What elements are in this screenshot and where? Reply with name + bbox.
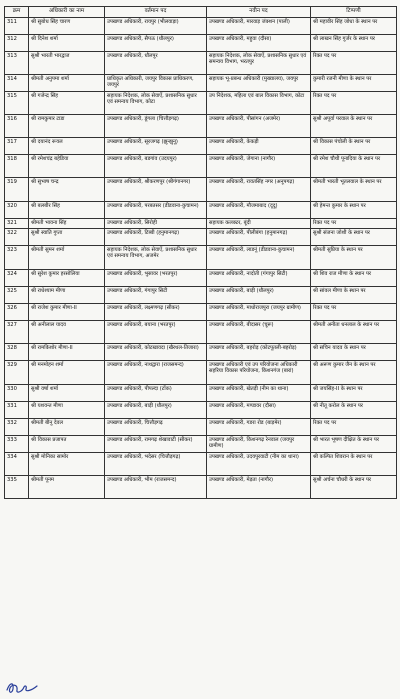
new-post-cell: उपखण्ड अधिकारी, रावतसिंह नगर (अनूपगढ़) [207,178,311,202]
header-remark: टिप्पणी [311,7,397,18]
remark-cell: रिक्त पद पर [311,92,397,115]
serial-cell: 316 [5,115,29,138]
current-post-cell: उपखण्ड अधिकारी, परबतसर (डीडवाना-कुचामन) [105,202,207,219]
remark-cell: श्री महावीर सिंह जोधा के स्थान पर [311,18,397,35]
new-post-cell: सहायक निदेशक, लोक सेवाऐं, प्रशासनिक सुधार एवं समन्वय विभाग, भरतपुर [207,52,311,75]
remark-cell: श्रीमती अनीता धनलाल के स्थान पर [311,321,397,344]
table-row [5,476,397,499]
remark-cell: श्रीमती सुप्रिया के स्थान पर [311,246,397,270]
current-post-cell: उपखण्ड अधिकारी, सैपऊ (धौलपुर) [105,35,207,52]
serial-cell: 324 [5,270,29,287]
officer-name-cell: श्री दिनेश शर्मा [29,35,105,52]
table-row [5,178,397,202]
serial-cell: 327 [5,321,29,344]
table-row [5,304,397,321]
table-row [5,287,397,304]
serial-cell: 325 [5,287,29,304]
officer-name-cell: श्री सुरेश कुमार हरसोलिया [29,270,105,287]
serial-cell: 314 [5,75,29,92]
new-post-cell: उपखण्ड अधिकारी, मण्डावर (दौसा) [207,402,311,419]
serial-cell: 320 [5,202,29,219]
new-post-cell: उपखण्ड अधिकारी, उदयपुरवाटी (नीम का थाना) [207,453,311,476]
header-officer-name: अधिकारी का नाम [29,7,105,18]
table-row [5,35,397,52]
table-row [5,115,397,138]
new-post-cell: उपखण्ड अधिकारी, पीलीबंगा (हनुमानगढ़) [207,229,311,246]
table-row [5,402,397,419]
officer-name-cell: श्री दयानंद रूयल [29,138,105,155]
remark-cell: श्री नीतू करोल के स्थान पर [311,402,397,419]
remark-cell: रिक्त पद पर [311,52,397,75]
officer-name-cell: सुश्री स्वाति गुप्ता [29,229,105,246]
serial-cell: 329 [5,361,29,385]
current-post-cell: उपखण्ड अधिकारी, कोटखावदा (खैरथल-तिजारा) [105,344,207,361]
new-post-cell: उपखण्ड अधिकारी, लाडनूं (डीडवाना-कुचामन) [207,246,311,270]
remark-cell: सुश्री अर्चना चौधरी के स्थान पर [311,476,397,499]
new-post-cell: उपखण्ड अधिकारी, केकड़ी [207,138,311,155]
new-post-cell: उपखण्ड अधिकारी, माधोराजपुरा (जयपुर ग्रामीण) [207,304,311,321]
table-row [5,229,397,246]
remark-cell: श्री सांवल मीणा के स्थान पर [311,287,397,304]
serial-cell: 334 [5,453,29,476]
table-row [5,92,397,115]
serial-cell: 323 [5,246,29,270]
officer-name-cell: श्री विकास प्रजापत [29,436,105,453]
current-post-cell: उपखण्ड अधिकारी, सूरजगढ़ (झुन्झुनू) [105,138,207,155]
serial-cell: 335 [5,476,29,499]
table-row [5,419,397,436]
officer-name-cell: श्री रामकुमार टाडा [29,115,105,138]
current-post-cell: उपखण्ड अधिकारी, रायपुर (भीलवाड़ा) [105,18,207,35]
current-post-cell: उपखण्ड अधिकारी, बाड़ी (धौलपुर) [105,402,207,419]
serial-cell: 319 [5,178,29,202]
remark-cell: रिक्त पद पर [311,419,397,436]
serial-cell: 317 [5,138,29,155]
officer-name-cell: श्री अनीलाल यादव [29,321,105,344]
remark-cell: श्री भारत भूषण दीक्षित के स्थान पर [311,436,397,453]
officer-name-cell: श्रीमती भावना सिंह [29,219,105,229]
table-header-row [5,7,397,18]
current-post-cell: सहायक निदेशक, लोक सेवाऐं, प्रशासनिक सुधार एवं समन्वय विभाग, कोटा [105,92,207,115]
new-post-cell: उपखण्ड अधिकारी, पीसांगन (अजमेर) [207,115,311,138]
new-post-cell: उपखण्ड अधिकारी, किशनगढ़ रेनवाल (जयपुर ग्रामीण) [207,436,311,453]
table-row [5,202,397,219]
table-row [5,436,397,453]
new-post-cell: उप निदेशक, महिला एवं बाल विकास विभाग, कोटा [207,92,311,115]
serial-cell: 326 [5,304,29,321]
new-post-cell: उपखण्ड अधिकारी एवं उप परियोजना अधिकारी सहरिया विकास परियोजना, किशनगंज (बारां) [207,361,311,385]
officer-name-cell: श्री सुबोध सिंह चारण [29,18,105,35]
current-post-cell: उपखण्ड अधिकारी, डूंगला (चित्तौड़गढ़) [105,115,207,138]
officer-name-cell: सुश्री भारती भारद्वाज [29,52,105,75]
current-post-cell: उपखण्ड अधिकारी, बयाना (भरतपुर) [105,321,207,344]
table-row [5,219,397,229]
officer-name-cell: श्री गजेन्द्र सिंह [29,92,105,115]
officer-name-cell: श्री राजेश कुमार मीणा-II [29,304,105,321]
table-row [5,385,397,402]
serial-cell: 318 [5,155,29,178]
officer-name-cell: श्रीमती बीनू देवल [29,419,105,436]
new-post-cell: सहायक भू-प्रबन्ध अधिकारी (मुख्यालय), जयपुर [207,75,311,92]
serial-cell: 333 [5,436,29,453]
remark-cell: श्री हेमन्त कुमार के स्थान पर [311,202,397,219]
current-post-cell: प्राधिकृत अधिकारी, जयपुर विकास प्राधिकरण, जयपुर [105,75,207,92]
officer-name-cell: श्री राधेश्याम मीणा [29,287,105,304]
remark-cell: श्री अरूण कुमार जैन के स्थान पर [311,361,397,385]
table-row [5,361,397,385]
serial-cell: 332 [5,419,29,436]
serial-cell: 328 [5,344,29,361]
officer-name-cell: श्री बलबीर सिंह [29,202,105,219]
officer-name-cell: श्री मनमोहन शर्मा [29,361,105,385]
serial-cell: 330 [5,385,29,402]
current-post-cell: उपखण्ड अधिकारी, पीपल्दा (टोंक) [105,385,207,402]
remark-cell: रिक्त पद पर [311,304,397,321]
officer-name-cell: श्रीमती अनुपमा शर्मा [29,75,105,92]
serial-cell: 313 [5,52,29,75]
new-post-cell: उपखण्ड अधिकारी, मारवाड़ जंक्शन (पाली) [207,18,311,35]
officer-name-cell: सुश्री मोनिका सामोर [29,453,105,476]
table-row [5,246,397,270]
header-serial: क्रम [5,7,29,18]
new-post-cell: उपखण्ड अधिकारी, गडरा रोड (बाड़मेर) [207,419,311,436]
table-row [5,155,397,178]
officer-name-cell: श्री रामकिशोर मीणा-II [29,344,105,361]
new-post-cell: उपखण्ड अधिकारी, बाड़ी (धौलपुर) [207,287,311,304]
transfer-table [4,6,397,499]
remark-cell: श्री रमेश चौथी पूनादिया के स्थान पर [311,155,397,178]
serial-cell: 322 [5,229,29,246]
table-row [5,270,397,287]
serial-cell: 321 [5,219,29,229]
remark-cell: श्री सचिन यादव के स्थान पर [311,344,397,361]
new-post-cell: उपखण्ड अधिकारी, मौजमाबाद (दूदू) [207,202,311,219]
remark-cell: श्री विकास पंचोली के स्थान पर [311,138,397,155]
table-row [5,138,397,155]
signature-mark [4,680,40,696]
current-post-cell: उपखण्ड अधिकारी, चित्तौड़गढ़ [105,419,207,436]
serial-cell: 331 [5,402,29,419]
remark-cell: कुमारी रजनी मीणा के स्थान पर [311,75,397,92]
new-post-cell: उपखण्ड अधिकारी, मेड़ता (नागौर) [207,476,311,499]
officer-name-cell: श्री रमेशचंद्र बहेडिया [29,155,105,178]
remark-cell: श्री शिव राज मीणा के स्थान पर [311,270,397,287]
officer-name-cell: श्रीमती पूनम [29,476,105,499]
new-post-cell: सहायक कलक्टर, बूंदी [207,219,311,229]
new-post-cell: उपखण्ड अधिकारी, बीदासर (चूरू) [207,321,311,344]
current-post-cell: उपखण्ड अधिकारी, भदेसर (चित्तौड़गढ़) [105,453,207,476]
current-post-cell: उपखण्ड अधिकारी, गंगापुर सिटी [105,287,207,304]
officer-name-cell: सुश्री वर्षा शर्मा [29,385,105,402]
new-post-cell: उपखण्ड अधिकारी, बहरोड़ (कोटपूतली-बहरोड़) [207,344,311,361]
current-post-cell: सहायक निदेशक, लोक सेवाऐं, प्रशासनिक सुधार एवं समन्वय विभाग, अजमेर [105,246,207,270]
table-row [5,75,397,92]
table-row [5,321,397,344]
current-post-cell: उपखण्ड अधिकारी, लक्ष्मणगढ़ (सीकर) [105,304,207,321]
table-row [5,18,397,35]
officer-name-cell: श्री सुभाष चन्द्र [29,178,105,202]
serial-cell: 315 [5,92,29,115]
serial-cell: 311 [5,18,29,35]
table-row [5,453,397,476]
remark-cell: श्री लाखन सिंह गुर्जर के स्थान पर [311,35,397,52]
officer-name-cell: श्रीमती सुमन शर्मा [29,246,105,270]
current-post-cell: उपखण्ड अधिकारी, बडगांव (उदयपुर) [105,155,207,178]
remark-cell: सुश्री अपूर्वा परवाल के स्थान पर [311,115,397,138]
current-post-cell: उपखण्ड अधिकारी, भीम (राजसमन्द) [105,476,207,499]
table-row [5,52,397,75]
current-post-cell: उपखण्ड अधिकारी, नाथद्वारा (राजसमन्द) [105,361,207,385]
new-post-cell: उपखण्ड अधिकारी, महुवा (दौसा) [207,35,311,52]
current-post-cell: उपखण्ड अधिकारी, रामगढ़ शेखावाटी (सीकर) [105,436,207,453]
current-post-cell: उपखण्ड अधिकारी, श्रीकरणपुर (श्रीगंगानगर) [105,178,207,202]
current-post-cell: उपखण्ड अधिकारी, धौलपुर [105,52,207,75]
header-new-post: नवीन पद [207,7,311,18]
new-post-cell: उपखण्ड अधिकारी, जेगाना (नागौर) [207,155,311,178]
new-post-cell: उपखण्ड अधिकारी, खेतड़ी (नीम का थाना) [207,385,311,402]
remark-cell: श्री कल्पित शिवरान के स्थान पर [311,453,397,476]
remark-cell: श्री जयसिंह-II के स्थान पर [311,385,397,402]
officer-name-cell: श्री यशवन्त मीणा [29,402,105,419]
remark-cell: रिक्त पद पर [311,219,397,229]
current-post-cell: उपखण्ड अधिकारी, टिब्बी (हनुमानगढ़) [105,229,207,246]
current-post-cell: उपखण्ड अधिकारी, सिरोही [105,219,207,229]
header-current-post: वर्तमान पद [105,7,207,18]
current-post-cell: उपखण्ड अधिकारी, भुसावर (भरतपुर) [105,270,207,287]
table-row [5,344,397,361]
serial-cell: 312 [5,35,29,52]
remark-cell: सुश्री संजना जोशी के स्थान पर [311,229,397,246]
remark-cell: श्रीमती भारती भूतलवाल के स्थान पर [311,178,397,202]
new-post-cell: उपखण्ड अधिकारी, नादोती (गंगापुर सिटी) [207,270,311,287]
